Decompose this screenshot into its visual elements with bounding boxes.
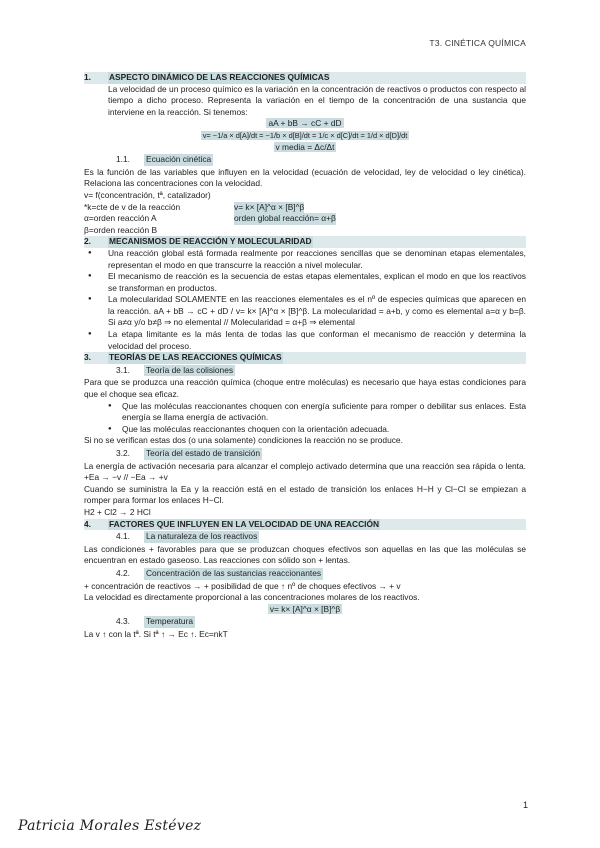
- paragraph: La velocidad es directamente proporcional a las concentraciones molares de los reactivos.: [84, 592, 420, 603]
- paragraph: v= f(concentración, tª, catalizador): [84, 189, 211, 200]
- section-1-heading: [84, 72, 526, 84]
- paragraph: La v ↑ con la tª. Si tª ↑ → Ec ↑. Ec=nkT: [84, 628, 228, 639]
- paragraph: La velocidad de un proceso químico es la variación en la concentración de reactivos o productos con respecto al tiempo a dicho proceso. Representa la variación en el tiempo de la concentración de una sustancia que interviene en la reacción. Si tenemos:: [108, 83, 526, 117]
- list-item: ● Una reacción global está formada realmente por reacciones sencillas que se denominan etapas elementales, representan el modo en que transcurre la reacción a nivel molecular.: [84, 248, 526, 271]
- equation: v= −1/a × d[A]/dt = −1/b × d[B]/dt = 1/c × d[C]/dt = 1/d × d[D]/dt: [202, 130, 408, 140]
- paragraph: Para que se produzca una reacción química (choque entre moléculas) es necesario que haya estas condiciones para que el choque sea eficaz.: [84, 377, 526, 400]
- section-number: 1.: [84, 72, 91, 82]
- definition-row: *k=cte de v de la reacción v= k× [A]^α × [B]^β: [84, 201, 305, 212]
- subsection-heading: 4.1. La naturaleza de los reactivos: [116, 531, 258, 542]
- section-title: ASPECTO DINÁMICO DE LAS REACCIONES QUÍMICAS: [109, 72, 330, 82]
- equation: aA + bB → cC + dD: [268, 118, 342, 129]
- bullet-list: [84, 248, 526, 352]
- section-2-heading: 2. MECANISMOS DE REACCIÓN Y MOLECULARIDAD: [84, 236, 526, 248]
- document-header: T3. CINÉTICA QUÍMICA: [429, 38, 526, 48]
- author-signature: Patricia Morales Estévez: [18, 818, 202, 834]
- list-item: ● La etapa limitante es la más lenta de todas las que conforman el mecanismo de reacción y determina la velocidad del proceso.: [84, 329, 526, 352]
- list-item: ● Que las moléculas reaccionantes choquen con la orientación adecuada.: [84, 424, 526, 436]
- definition-row: β=orden reacción B: [84, 224, 158, 235]
- paragraph: Cuando se suministra la Ea y la reacción está en el estado de transición los enlaces H−H y Cl−Cl se empiezan a romper para formar los enlaces H−Cl.: [84, 483, 526, 506]
- subsection-number: 1.1.: [116, 154, 130, 165]
- paragraph: Es la función de las variables que influyen en la velocidad (ecuación de velocidad, ley de velocidad o ley cinética). Relaciona las concentraciones con la velocidad.: [84, 166, 526, 189]
- subsection-heading: 3.2. Teoría del estado de transición: [116, 448, 261, 458]
- section-3-heading: 3. TEORÍAS DE LAS REACCIONES QUÍMICAS: [84, 352, 526, 364]
- subsection-heading: 4.2. Concentración de las sustancias reaccionantes: [116, 567, 322, 578]
- bullet-list: [84, 401, 526, 436]
- equation: v= k× [A]^α × [B]^β: [269, 603, 341, 614]
- paragraph: H2 + Cl2 → 2 HCl: [84, 506, 151, 517]
- equation: v media = Δc/Δt: [275, 141, 335, 152]
- list-item: ● La molecularidad SOLAMENTE en las reacciones elementales es el nº de especies químicas que aparecen en la reacción. aA + bB → cC + dD / v= k× [A]^α × [B]^β. La molecularidad = a+b, y como es elemental a=α y b=β. Si a≠α y/o b≠β ⇒ no elemental // Molecularidad = α+β ⇒ elemental: [84, 294, 526, 329]
- subsection-heading: 3.1. Teoría de las colisiones: [116, 364, 234, 375]
- paragraph: + concentración de reactivos → + posibilidad de que ↑ nº de choques efectivos → + v: [84, 580, 401, 591]
- subsection-heading: 4.3. Temperatura: [116, 616, 194, 627]
- paragraph: Las condiciones + favorables para que se produzcan choques efectivos son aquellas en las que las moléculas se encuentran en estado gaseoso. Las reacciones con sólido son + lentas.: [84, 543, 526, 566]
- subsection-title: Ecuación cinética: [146, 154, 212, 165]
- list-item: ● Que las moléculas reaccionantes choquen con energía suficiente para romper o debilitar sus enlaces. Esta energía se llama energía de activación.: [84, 401, 526, 424]
- paragraph: La energía de activación necesaria para alcanzar el complejo activado determina que una reacción sea rápida o lenta. +Ea → −v // −Ea → +v: [84, 460, 526, 483]
- list-item: ● El mecanismo de reacción es la secuencia de estas etapas elementales, explican el modo en que los reactivos se transforman en productos.: [84, 271, 526, 294]
- document-body: [84, 72, 526, 641]
- definition-row: α=orden reacción A orden global reacción= α+β: [84, 213, 336, 224]
- page-number: 1: [522, 800, 528, 810]
- subsection-heading: [116, 154, 526, 166]
- section-4-heading: 4. FACTORES QUE INFLUYEN EN LA VELOCIDAD DE UNA REACCIÓN: [84, 519, 526, 531]
- paragraph: Si no se verifican estas dos (o una solamente) condiciones la reacción no se produce.: [84, 435, 403, 446]
